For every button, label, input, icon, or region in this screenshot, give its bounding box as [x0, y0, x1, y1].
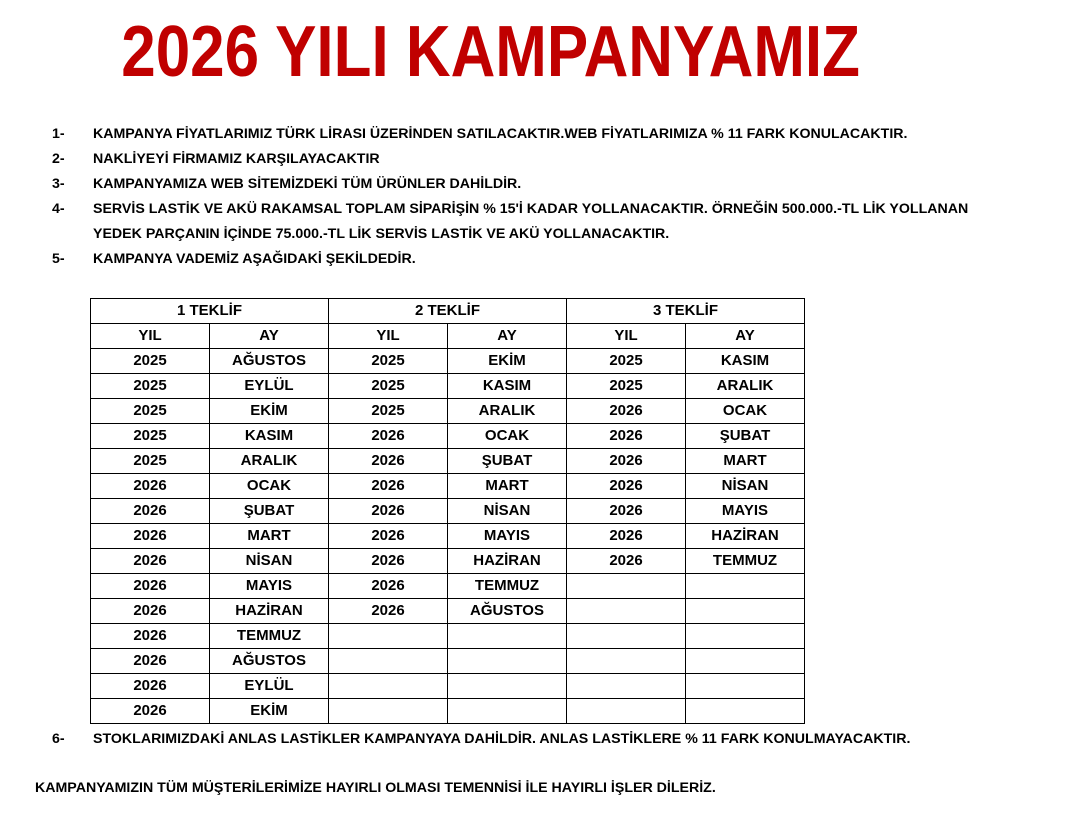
table-row [91, 549, 805, 574]
rule-text: KAMPANYA VADEMİZ AŞAĞIDAKİ ŞEKİLDEDİR. [93, 251, 416, 267]
month-cell: OCAK [448, 424, 567, 449]
month-cell: AĞUSTOS [210, 649, 329, 674]
rule-text: KAMPANYAMIZA WEB SİTEMİZDEKİ TÜM ÜRÜNLER DAHİLDİR. [93, 176, 522, 192]
year-cell: 2025 [329, 349, 448, 374]
year-cell: 2026 [91, 574, 210, 599]
month-cell: EKİM [448, 349, 567, 374]
rule-number: 1- [52, 126, 65, 142]
year-cell: 2026 [91, 624, 210, 649]
month-cell: EKİM [210, 399, 329, 424]
month-cell [686, 624, 805, 649]
column-header: AY [448, 324, 567, 349]
column-header: AY [686, 324, 805, 349]
rule-item [52, 122, 1067, 147]
month-cell: MART [448, 474, 567, 499]
rule-text: KAMPANYA FİYATLARIMIZ TÜRK LİRASI ÜZERİNDEN SATILACAKTIR.WEB FİYATLARIMIZA % 11 FARK KONULACAKTIR. [93, 126, 908, 142]
year-cell: 2025 [567, 374, 686, 399]
table-row [91, 574, 805, 599]
year-cell: 2025 [91, 399, 210, 424]
month-cell: KASIM [210, 424, 329, 449]
rule-item [52, 727, 1067, 752]
column-header: AY [210, 324, 329, 349]
month-cell: NİSAN [448, 499, 567, 524]
month-cell: ARALIK [210, 449, 329, 474]
month-cell: HAZİRAN [448, 549, 567, 574]
month-cell: EYLÜL [210, 374, 329, 399]
year-cell: 2026 [567, 399, 686, 424]
month-cell: HAZİRAN [686, 524, 805, 549]
rule-number: 6- [52, 731, 65, 747]
month-cell [686, 699, 805, 724]
year-cell: 2025 [91, 424, 210, 449]
year-cell: 2025 [91, 349, 210, 374]
year-cell: 2026 [329, 449, 448, 474]
year-cell: 2025 [567, 349, 686, 374]
month-cell: AĞUSTOS [210, 349, 329, 374]
month-cell [448, 699, 567, 724]
month-cell: KASIM [448, 374, 567, 399]
column-header: YIL [567, 324, 686, 349]
month-cell: MART [210, 524, 329, 549]
group-header-row [91, 299, 805, 324]
year-cell: 2026 [329, 474, 448, 499]
table-row [91, 624, 805, 649]
table-row [91, 524, 805, 549]
year-cell [329, 699, 448, 724]
year-cell: 2026 [567, 524, 686, 549]
month-cell: ŞUBAT [448, 449, 567, 474]
month-cell: ŞUBAT [210, 499, 329, 524]
rule-text: NAKLİYEYİ FİRMAMIZ KARŞILAYACAKTIR [93, 151, 380, 167]
month-cell [448, 674, 567, 699]
column-header: YIL [91, 324, 210, 349]
table-row [91, 349, 805, 374]
year-cell [329, 649, 448, 674]
rule-number: 4- [52, 201, 65, 217]
table-row [91, 674, 805, 699]
month-cell [686, 574, 805, 599]
table-row [91, 599, 805, 624]
table-row [91, 399, 805, 424]
month-cell: NİSAN [210, 549, 329, 574]
month-cell [686, 649, 805, 674]
table-row [91, 424, 805, 449]
month-cell: ARALIK [686, 374, 805, 399]
rule-item [52, 197, 1067, 247]
year-cell [567, 699, 686, 724]
table-row [91, 374, 805, 399]
year-cell: 2026 [329, 599, 448, 624]
month-cell: MAYIS [210, 574, 329, 599]
month-cell: OCAK [210, 474, 329, 499]
month-cell: EKİM [210, 699, 329, 724]
year-cell: 2026 [91, 524, 210, 549]
rule-text-line: SERVİS LASTİK VE AKÜ RAKAMSAL TOPLAM SİPARİŞİN % 15'İ KADAR YOLLANACAKTIR. ÖRNEĞİN 500.000.-TL LİK YOLLANAN [93, 201, 969, 217]
month-cell: TEMMUZ [686, 549, 805, 574]
month-cell: HAZİRAN [210, 599, 329, 624]
table-row [91, 449, 805, 474]
rule-number: 2- [52, 151, 65, 167]
month-cell: MAYIS [686, 499, 805, 524]
year-cell: 2026 [567, 549, 686, 574]
month-cell: KASIM [686, 349, 805, 374]
year-cell: 2026 [329, 549, 448, 574]
column-header: YIL [329, 324, 448, 349]
column-header-row [91, 324, 805, 349]
year-cell: 2025 [329, 374, 448, 399]
year-cell: 2026 [329, 524, 448, 549]
year-cell: 2026 [329, 574, 448, 599]
year-cell: 2026 [91, 649, 210, 674]
table-row [91, 499, 805, 524]
month-cell [448, 624, 567, 649]
year-cell: 2026 [91, 549, 210, 574]
rule-number: 3- [52, 176, 65, 192]
year-cell: 2026 [567, 499, 686, 524]
month-cell: TEMMUZ [210, 624, 329, 649]
year-cell: 2025 [91, 374, 210, 399]
table-row [91, 474, 805, 499]
month-cell: EYLÜL [210, 674, 329, 699]
year-cell: 2026 [567, 424, 686, 449]
year-cell [329, 674, 448, 699]
month-cell [686, 599, 805, 624]
month-cell [686, 674, 805, 699]
year-cell: 2026 [329, 424, 448, 449]
table-row [91, 649, 805, 674]
year-cell [567, 649, 686, 674]
rule-item [52, 147, 1067, 172]
year-cell: 2026 [567, 449, 686, 474]
rule-text-line: YEDEK PARÇANIN İÇİNDE 75.000.-TL LİK SERVİS LASTİK VE AKÜ YOLLANACAKTIR. [93, 226, 670, 242]
rule-item [52, 247, 1067, 272]
month-cell: ŞUBAT [686, 424, 805, 449]
rule-number: 5- [52, 251, 65, 267]
rules-list [52, 122, 1067, 272]
month-cell: MART [686, 449, 805, 474]
year-cell: 2026 [91, 499, 210, 524]
year-cell: 2026 [329, 499, 448, 524]
month-cell: MAYIS [448, 524, 567, 549]
month-cell: TEMMUZ [448, 574, 567, 599]
month-cell: ARALIK [448, 399, 567, 424]
year-cell [567, 674, 686, 699]
year-cell: 2026 [91, 699, 210, 724]
month-cell: OCAK [686, 399, 805, 424]
year-cell: 2026 [91, 599, 210, 624]
year-cell: 2025 [329, 399, 448, 424]
page-title: 2026 YILI KAMPANYAMIZ [121, 12, 860, 92]
year-cell [567, 599, 686, 624]
year-cell: 2026 [567, 474, 686, 499]
year-cell: 2026 [91, 474, 210, 499]
month-cell: AĞUSTOS [448, 599, 567, 624]
rule-text: STOKLARIMIZDAKİ ANLAS LASTİKLER KAMPANYAYA DAHİLDİR. ANLAS LASTİKLERE % 11 FARK KONULMAYACAKTIR. [93, 731, 911, 747]
year-cell: 2025 [91, 449, 210, 474]
rule-text [93, 197, 1067, 247]
year-cell [567, 624, 686, 649]
group-header: 2 TEKLİF [329, 299, 567, 324]
month-cell: NİSAN [686, 474, 805, 499]
rule-6 [52, 727, 1067, 752]
rule-item [52, 172, 1067, 197]
group-header: 3 TEKLİF [567, 299, 805, 324]
year-cell: 2026 [91, 674, 210, 699]
group-header: 1 TEKLİF [91, 299, 329, 324]
payment-schedule-table [90, 298, 805, 724]
table-row [91, 699, 805, 724]
month-cell [448, 649, 567, 674]
closing-message: KAMPANYAMIZIN TÜM MÜŞTERİLERİMİZE HAYIRLI OLMASI TEMENNİSİ İLE HAYIRLI İŞLER DİLERİZ. [35, 780, 716, 796]
year-cell [329, 624, 448, 649]
year-cell [567, 574, 686, 599]
